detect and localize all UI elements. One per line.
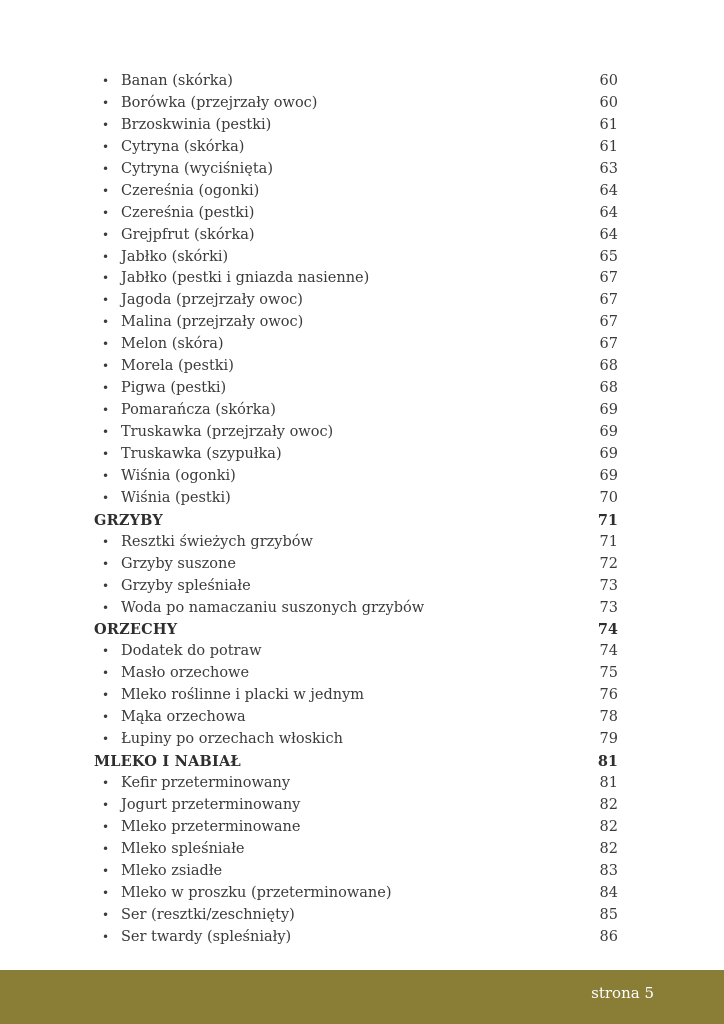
toc-entry[interactable] [94,729,618,751]
entry-label: Pomarańcza (skórka) [121,402,276,419]
toc-entry[interactable] [94,466,618,488]
entry-label: Cytryna (skórka) [121,138,245,155]
bullet-icon: • [102,885,110,900]
entry-page-number: 81 [597,753,618,771]
section-title: MLEKO I NABIAŁ [94,753,241,771]
bullet-icon: • [102,666,110,681]
entry-page-number: 76 [599,687,618,704]
entry-label: Grzyby spleśniałe [121,577,251,594]
bullet-icon: • [102,534,110,549]
toc-entry[interactable] [94,268,618,290]
toc-entry[interactable] [94,356,618,378]
entry-page-number: 65 [599,248,618,265]
toc-entry[interactable] [94,444,618,466]
toc-entry[interactable] [94,115,618,137]
entry-page-number: 60 [599,73,618,89]
toc-entry[interactable] [94,488,618,510]
entry-page-number: 71 [597,511,618,529]
bullet-icon: • [102,183,110,198]
entry-label: Mleko w proszku (przeterminowane) [121,884,392,901]
entry-label: Łupiny po orzechach włoskich [121,731,343,748]
toc-entry[interactable] [94,707,618,729]
bullet-icon: • [102,929,110,944]
bullet-icon: • [102,819,110,834]
entry-page-number: 67 [599,292,618,309]
entry-label: Kefir przeterminowany [121,775,291,791]
toc-entry[interactable] [94,400,618,422]
entry-page-number: 67 [599,270,618,287]
toc-entry[interactable] [94,334,618,356]
entry-label: Ser (resztki/zeschnięty) [121,906,295,923]
entry-label: Pigwa (pestki) [121,380,227,397]
entry-label: Truskawka (przejrzały owoc) [121,424,334,440]
entry-page-number: 73 [599,577,618,594]
entry-page-number: 84 [599,884,618,901]
entry-page-number: 69 [599,467,618,484]
entry-page-number: 61 [599,116,618,133]
entry-label: Mleko spleśniałe [121,840,245,857]
bullet-icon: • [102,161,110,176]
bullet-icon: • [102,227,110,242]
toc-entry[interactable] [94,641,618,663]
entry-page-number: 69 [599,402,618,419]
bullet-icon: • [102,249,110,264]
entry-page-number: 68 [599,380,618,397]
toc-section-heading[interactable] [94,510,618,532]
entry-label: Jogurt przeterminowany [121,796,301,813]
entry-label: Banan (skórka) [121,73,233,89]
toc-entry[interactable] [94,795,618,817]
toc-entry[interactable] [94,905,618,927]
entry-page-number: 61 [599,138,618,155]
entry-label: Mleko przeterminowane [121,818,301,835]
entry-label: Grejpfrut (skórka) [121,226,255,243]
toc-entry[interactable] [94,181,618,203]
entry-label: Resztki świeżych grzybów [121,533,313,550]
entry-page-number: 60 [599,94,618,111]
entry-page-number: 74 [597,621,618,639]
bullet-icon: • [102,732,110,747]
entry-page-number: 69 [599,445,618,462]
bullet-icon: • [102,271,110,286]
toc-entry[interactable] [94,883,618,905]
entry-page-number: 63 [599,160,618,177]
entry-page-number: 81 [599,775,618,791]
toc-entry[interactable] [94,598,618,620]
entry-label: Mleko roślinne i placki w jednym [121,687,365,704]
entry-page-number: 73 [599,599,618,616]
bullet-icon: • [102,293,110,308]
bullet-icon: • [102,117,110,132]
toc-entry[interactable] [94,71,618,93]
page-number: strona 5 [591,984,654,1002]
entry-page-number: 72 [599,555,618,572]
entry-label: Morela (pestki) [121,358,234,375]
toc-entry[interactable] [94,927,618,949]
entry-label: Jabłko (pestki i gniazda nasienne) [121,270,370,287]
toc-section-heading[interactable] [94,751,618,773]
bullet-icon: • [102,841,110,856]
bullet-icon: • [102,205,110,220]
toc-entry[interactable] [94,685,618,707]
toc-entry[interactable] [94,422,618,444]
toc-entry[interactable] [94,839,618,861]
toc-entry[interactable] [94,861,618,883]
entry-page-number: 83 [599,862,618,879]
bullet-icon: • [102,315,110,330]
bullet-icon: • [102,95,110,110]
entry-page-number: 64 [599,204,618,221]
entry-label: Wiśnia (ogonki) [121,467,236,484]
bullet-icon: • [102,490,110,505]
entry-page-number: 64 [599,226,618,243]
entry-label: Dodatek do potraw [121,643,262,660]
entry-label: Wiśnia (pestki) [121,489,231,506]
entry-page-number: 74 [599,643,618,660]
toc-entry[interactable] [94,137,618,159]
bullet-icon: • [102,359,110,374]
section-title: GRZYBY [94,511,163,529]
bullet-icon: • [102,907,110,922]
entry-page-number: 82 [599,818,618,835]
entry-label: Borówka (przejrzały owoc) [121,94,318,111]
entry-label: Czereśnia (ogonki) [121,182,260,199]
entry-page-number: 70 [599,489,618,506]
entry-page-number: 78 [599,709,618,726]
toc-entry[interactable] [94,159,618,181]
entry-label: Mleko zsiadłe [121,862,223,879]
entry-label: Melon (skóra) [121,336,224,353]
entry-page-number: 75 [599,665,618,682]
toc-entry[interactable] [94,663,618,685]
entry-label: Ser twardy (spleśniały) [121,928,292,945]
entry-page-number: 67 [599,336,618,353]
section-title: ORZECHY [94,621,178,639]
toc-entry[interactable] [94,203,618,225]
toc-section-heading[interactable] [94,619,618,641]
bullet-icon: • [102,74,110,88]
entry-label: Mąka orzechowa [121,709,246,726]
toc-entry[interactable] [94,576,618,598]
bullet-icon: • [102,403,110,418]
toc-entry[interactable] [94,290,618,312]
entry-label: Masło orzechowe [121,665,250,682]
toc-entry[interactable] [94,378,618,400]
bullet-icon: • [102,425,110,439]
toc-entry[interactable] [94,773,618,795]
bullet-icon: • [102,446,110,461]
bullet-icon: • [102,556,110,571]
toc-entry[interactable] [94,817,618,839]
toc-entry[interactable] [94,247,618,269]
toc-entry[interactable] [94,225,618,247]
toc-entry[interactable] [94,93,618,115]
toc-entry[interactable] [94,532,618,554]
entry-page-number: 82 [599,840,618,857]
entry-label: Jagoda (przejrzały owoc) [121,292,303,309]
bullet-icon: • [102,337,110,352]
bullet-icon: • [102,468,110,483]
entry-label: Czereśnia (pestki) [121,204,255,221]
entry-label: Jabłko (skórki) [121,248,229,265]
bullet-icon: • [102,578,110,593]
toc-entry[interactable] [94,312,618,334]
bullet-icon: • [102,381,110,396]
bullet-icon: • [102,600,110,615]
bullet-icon: • [102,710,110,725]
table-of-contents [94,71,618,949]
entry-page-number: 71 [599,533,618,550]
entry-label: Malina (przejrzały owoc) [121,314,304,331]
bullet-icon: • [102,776,110,790]
entry-label: Cytryna (wyciśnięta) [121,160,273,177]
entry-page-number: 64 [599,182,618,199]
entry-page-number: 82 [599,796,618,813]
bullet-icon: • [102,797,110,812]
entry-page-number: 79 [599,731,618,748]
entry-label: Brzoskwinia (pestki) [121,116,272,133]
entry-label: Woda po namaczaniu suszonych grzybów [121,599,425,616]
bullet-icon: • [102,139,110,154]
toc-entry[interactable] [94,554,618,576]
entry-label: Grzyby suszone [121,555,236,572]
entry-page-number: 85 [599,906,618,923]
entry-label: Truskawka (szypułka) [121,445,282,462]
bullet-icon: • [102,863,110,878]
footer-band [0,970,724,1024]
bullet-icon: • [102,688,110,703]
entry-page-number: 69 [599,424,618,440]
entry-page-number: 67 [599,314,618,331]
entry-page-number: 68 [599,358,618,375]
entry-page-number: 86 [599,928,618,945]
bullet-icon: • [102,644,110,659]
